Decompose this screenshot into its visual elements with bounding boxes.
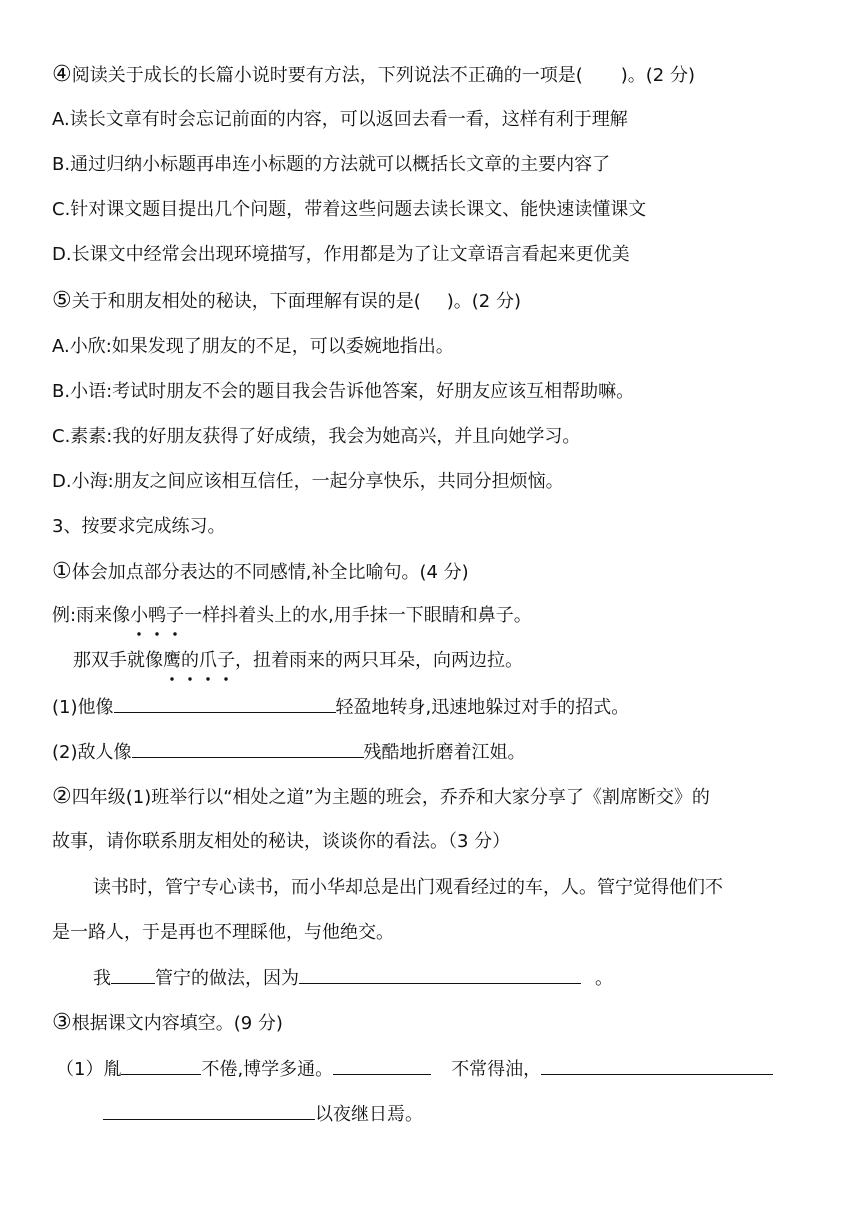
s3-sub1-example2 [73,648,523,674]
item2-prefix: (2)敌人像 [52,742,132,763]
sub3-blank-2[interactable] [333,1056,431,1075]
s3-sub1-item1 [52,694,629,720]
q4-option-d: D.长课文中经常会出现环境描写，作用都是为了让文章语言看起来更优美 [52,244,630,265]
s3-sub3-stem-text: 根据课文内容填空。(9 分) [71,1013,283,1034]
item1-blank[interactable] [114,694,336,713]
s3-sub2-story-line2: 是一路人，于是再也不理睬他，与他绝交。 [52,922,394,943]
s3-sub2-stem-text: 四年级(1)班举行以“相处之道”为主题的班会，乔乔和大家分享了《割席断交》的 [71,787,710,808]
s3-sub2-number: ② [52,784,72,809]
example1-prefix: 例:雨来像 [52,605,131,626]
q5-stem-text: 关于和朋友相处的秘诀，下面理解有误的是( [71,291,421,312]
s3-sub3-item1-line1 [56,1056,773,1082]
answer-prefix: 我 [93,968,111,989]
q5-stem-tail: )。(2 分) [446,291,522,312]
answer-middle: 管宁的做法，因为 [155,968,299,989]
emphasis-dots [163,675,235,683]
sub3-item1-label: （1）胤 [56,1059,122,1080]
example1-dotted-phrase [130,603,184,629]
s3-sub1-stem [52,559,469,585]
q5-option-b: B.小语:考试时朋友不会的题目我会告诉他答案，好朋友应该互相帮助嘛。 [52,381,635,402]
s3-sub2-stem-line2: 故事，请你联系朋友相处的秘诀，谈谈你的看法。（3 分） [52,831,511,852]
example2-suffix: ，扭着雨来的两只耳朵，向两边拉。 [235,650,523,671]
item1-suffix: 轻盈地转身,迅速地躲过对手的招式。 [335,697,630,718]
item1-prefix: (1)他像 [52,697,114,718]
q5-option-d: D.小海:朋友之间应该相互信任，一起分享快乐，共同分担烦恼。 [52,471,564,492]
q5-option-a: A.小欣:如果发现了朋友的不足，可以委婉地指出。 [52,336,454,357]
sub3-text-c: 以夜继日焉。 [315,1104,423,1125]
sub3-blank-4[interactable] [103,1101,315,1120]
q5-stem [52,288,521,314]
s3-sub1-number: ① [52,559,72,584]
section3-title: 3、按要求完成练习。 [52,516,226,537]
example2-prefix: 那双手就像 [73,650,163,671]
s3-sub1-example1 [52,603,532,629]
s3-sub3-stem [52,1010,283,1036]
s3-sub1-stem-text: 体会加点部分表达的不同感情,补全比喻句。(4 分) [71,562,469,583]
item2-suffix: 残酷地折磨着江姐。 [363,742,526,763]
sub3-blank-3[interactable] [541,1056,773,1075]
q5-option-c: C.素素:我的好朋友获得了好成绩，我会为她高兴，并且向她学习。 [52,426,581,447]
s3-sub2-answer-line [93,965,613,991]
answer-reason-blank[interactable] [299,965,581,984]
s3-sub2-stem-line1 [52,784,710,810]
q4-stem-text: 阅读关于成长的长篇小说时要有方法，下列说法不正确的一项是( [71,65,583,86]
sub3-text-a: 不倦,博学多通。 [201,1059,334,1080]
s3-sub3-number: ③ [52,1010,72,1035]
s3-sub1-item2 [52,739,526,765]
emphasis-dots [130,630,184,638]
q4-stem-tail: )。(2 分) [620,65,696,86]
item2-blank[interactable] [132,739,364,758]
example2-dotted-text: 鹰的爪子 [163,650,235,671]
q4-option-c: C.针对课文题目提出几个问题，带着这些问题去读长课文、能快速读懂课文 [52,199,647,220]
example2-dotted-phrase [163,648,235,674]
s3-sub2-story-line1: 读书时，管宁专心读书，而小华却总是出门观看经过的车，人。管宁觉得他们不 [93,877,723,898]
answer-attitude-blank[interactable] [111,965,155,984]
sub3-blank-1[interactable] [121,1056,201,1075]
example1-suffix: 一样抖着头上的水,用手抹一下眼睛和鼻子。 [184,605,532,626]
sub3-text-b: 不常得油， [451,1059,542,1080]
q4-option-b: B.通过归纳小标题再串连小标题的方法就可以概括长文章的主要内容了 [52,154,611,175]
q4-stem [52,62,695,88]
q4-option-a: A.读长文章有时会忘记前面的内容，可以返回去看一看，这样有利于理解 [52,109,628,130]
s3-sub3-item1-line2 [103,1101,423,1127]
answer-suffix: 。 [595,968,613,989]
example1-dotted-text: 小鸭子 [130,605,185,626]
q4-number: ④ [52,62,72,87]
q5-number: ⑤ [52,288,72,313]
